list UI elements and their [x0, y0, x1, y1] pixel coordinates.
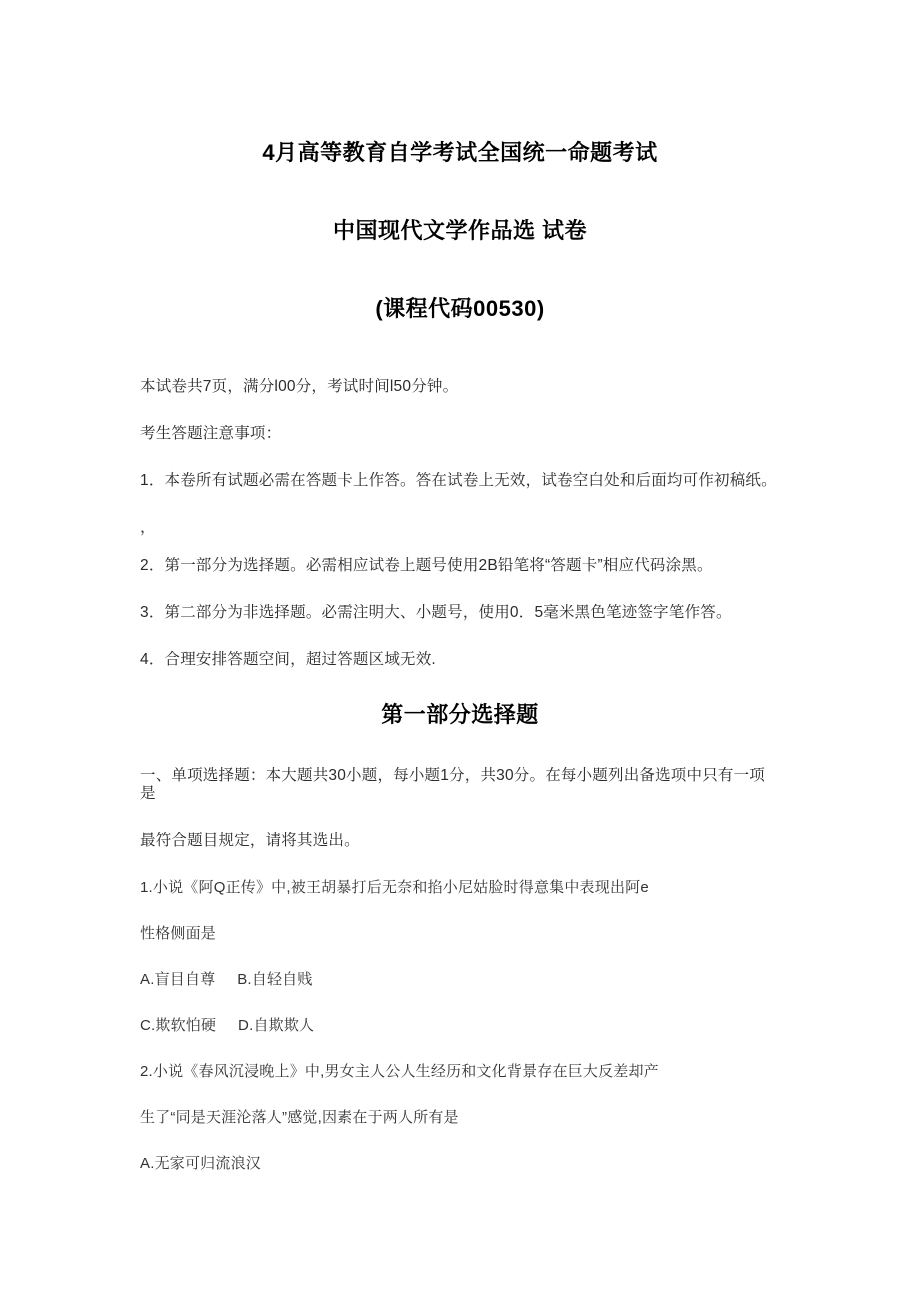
- question-2-option-a: A.无家可归流浪汉: [140, 1155, 261, 1172]
- stray-comma: ，: [140, 519, 156, 536]
- exam-title: 4月高等教育自学考试全国统一命题考试: [262, 140, 658, 165]
- notice-heading: 考生答题注意事项：: [140, 425, 282, 442]
- notice-item-4: 4．合理安排答题空间，超过答题区域无效.: [140, 651, 436, 668]
- section-intro-line-1: 一、单项选择题：本大题共30小题，每小题1分，共30分。在每小题列出备选项中只有一项是: [140, 767, 766, 802]
- course-code: (课程代码00530): [375, 296, 545, 321]
- question-1-options-cd: C.欺软怕硬 D.自欺欺人: [140, 1017, 315, 1034]
- section-heading: 第一部分选择题: [381, 702, 539, 727]
- question-2-line-2: 生了“同是天涯沦落人”感觉,因素在于两人所有是: [140, 1109, 459, 1126]
- question-2-line-1: 2.小说《春风沉浸晚上》中,男女主人公人生经历和文化背景存在巨大反差却产: [140, 1063, 659, 1080]
- section-intro-line-2: 最符合题目规定，请将其选出。: [140, 832, 360, 849]
- question-1-options-ab: A.盲目自尊 B.自轻自贱: [140, 971, 313, 988]
- exam-subtitle: 中国现代文学作品选 试卷: [332, 218, 588, 243]
- question-1-line-1: 1.小说《阿Q正传》中,被王胡暴打后无奈和掐小尼姑脸时得意集中表现出阿e: [140, 879, 649, 896]
- notice-item-2: 2．第一部分为选择题。必需相应试卷上题号使用2B铅笔将“答题卡”相应代码涂黑。: [140, 557, 713, 574]
- exam-info-line: 本试卷共7页，满分l00分，考试时间l50分钟。: [140, 378, 459, 395]
- notice-item-1: 1．本卷所有试题必需在答题卡上作答。答在试卷上无效，试卷空白处和后面均可作初稿纸。: [140, 472, 777, 489]
- question-1-line-2: 性格侧面是: [140, 925, 217, 942]
- notice-item-3: 3．第二部分为非选择题。必需注明大、小题号，使用0．5毫米黑色笔迹签字笔作答。: [140, 604, 732, 621]
